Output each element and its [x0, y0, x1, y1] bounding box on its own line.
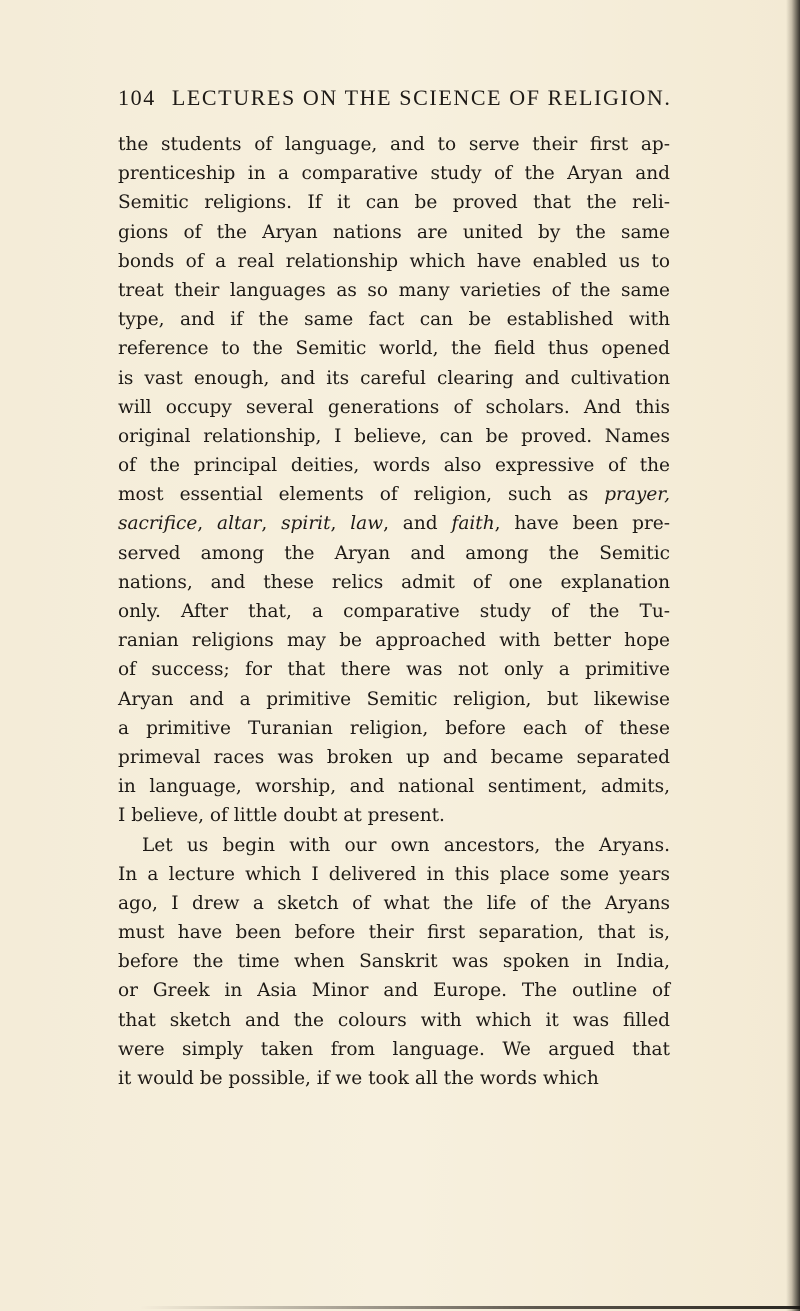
text-line [118, 1064, 670, 1093]
text-line [118, 947, 670, 976]
text-line [118, 889, 670, 918]
text-segment: of the principal deities, words also expressive of the [118, 455, 670, 477]
text-segment: , [261, 513, 282, 535]
text-line [118, 597, 670, 626]
text-line [118, 480, 670, 509]
text-line [118, 364, 670, 393]
text-line [118, 976, 670, 1005]
text-segment: were simply taken from language. We argued that [118, 1038, 670, 1060]
text-segment: , have been pre- [494, 513, 670, 535]
text-line [118, 772, 670, 801]
text-line [118, 918, 670, 947]
text-line [118, 1006, 670, 1035]
body-text [118, 130, 670, 1093]
text-segment: treat their languages as so many varieties of the same [118, 279, 670, 301]
text-segment: nations, and these relics admit of one explanation [118, 571, 670, 593]
text-segment: I believe, of little doubt at present. [118, 805, 445, 827]
text-line [118, 451, 670, 480]
text-segment: the students of language, and to serve their first ap- [118, 134, 670, 155]
text-line [118, 539, 670, 568]
text-segment: is vast enough, and its careful clearing and cultivation [118, 367, 670, 389]
text-segment: gions of the Aryan nations are united by the same [118, 221, 670, 243]
text-segment: original relationship, I believe, can be proved. Names [118, 425, 670, 447]
text-segment: of success; for that there was not only a primitive [118, 659, 670, 681]
italic-term: law [350, 513, 384, 535]
text-segment: Semitic religions. If it can be proved that the reli- [118, 192, 670, 214]
text-line [118, 1035, 670, 1064]
italic-term: sacrifice [118, 513, 198, 535]
italic-term: faith [451, 513, 495, 535]
text-segment: a primitive Turanian religion, before each of these [118, 717, 670, 739]
text-line [118, 218, 670, 247]
text-line [118, 860, 670, 889]
text-segment: reference to the Semitic world, the field thus opened [118, 338, 670, 360]
text-line [118, 159, 670, 188]
italic-term: prayer, [604, 484, 670, 506]
text-segment: ranian religions may be approached with better hope [118, 630, 670, 652]
text-segment: Aryan and a primitive Semitic religion, but likewise [118, 688, 670, 710]
text-line [118, 130, 670, 159]
text-line [118, 568, 670, 597]
text-line [118, 188, 670, 217]
text-segment: before the time when Sanskrit was spoken in India, [118, 951, 670, 973]
text-line [118, 334, 670, 363]
text-segment: , [197, 513, 218, 535]
bottom-edge [140, 1306, 800, 1309]
page-edge-shadow [786, 0, 800, 1311]
text-line [118, 714, 670, 743]
text-line [118, 831, 670, 860]
text-segment: only. After that, a comparative study of the Tu- [118, 601, 670, 622]
text-line [118, 393, 670, 422]
text-line [118, 685, 670, 714]
text-line [118, 626, 670, 655]
text-segment: it would be possible, if we took all the words which [118, 1068, 599, 1089]
text-segment: bonds of a real relationship which have enabled us to [118, 250, 670, 272]
running-title: LECTURES ON THE SCIENCE OF RELIGION. [171, 85, 672, 110]
text-segment: primeval races was broken up and became separated [118, 746, 670, 768]
text-segment: Let us begin with our own ancestors, the Aryans. [142, 834, 670, 856]
text-segment: In a lecture which I delivered in this place some years [118, 863, 670, 885]
italic-term: altar [217, 513, 262, 535]
text-line [118, 509, 670, 538]
text-line [118, 422, 670, 451]
running-header [118, 85, 672, 119]
text-segment: , [330, 513, 351, 535]
text-segment: type, and if the same fact can be established with [118, 309, 670, 331]
text-line [118, 305, 670, 334]
text-segment: in language, worship, and national sentiment, admits, [118, 776, 670, 798]
text-segment: ago, I drew a sketch of what the life of the Aryans [118, 892, 670, 914]
text-line [118, 276, 670, 305]
text-segment: or Greek in Asia Minor and Europe. The outline of [118, 980, 670, 1002]
text-segment: must have been before their first separation, that is, [118, 922, 670, 944]
text-line [118, 743, 670, 772]
italic-term: spirit [281, 513, 331, 535]
text-line [118, 655, 670, 684]
text-segment: most essential elements of religion, such as [118, 484, 605, 506]
text-segment: served among the Aryan and among the Semitic [118, 542, 670, 564]
text-line [118, 801, 670, 830]
text-segment: , and [383, 513, 452, 535]
text-segment: that sketch and the colours with which it was filled [118, 1009, 670, 1031]
page-number: 104 [118, 85, 156, 110]
text-line [118, 247, 670, 276]
text-segment: prenticeship in a comparative study of the Aryan and [118, 163, 670, 185]
text-segment: will occupy several generations of scholars. And this [118, 396, 670, 418]
